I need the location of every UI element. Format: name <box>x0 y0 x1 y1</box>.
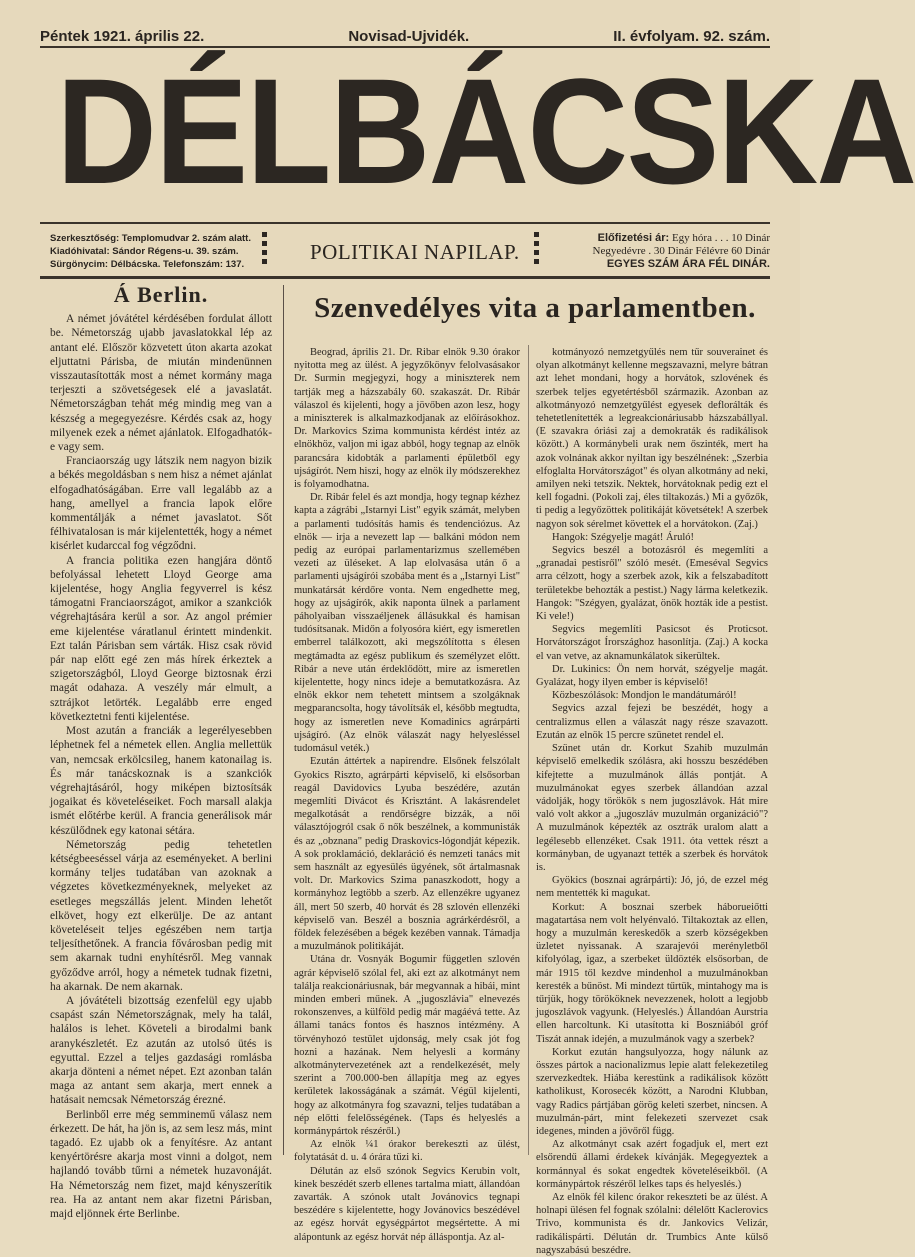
main-article-paragraph: Dr. Lukinics: Ön nem horvát, szégyelje magát. Gyalázat, hogy ilyen ember is képviselő! <box>536 663 768 689</box>
main-article-paragraph: Az elnök fél kilenc órakor rekeszteti be az ülést. A holnapi ülésen fel fognak szólalni: délelőtt Kaclerovics Trivo, kommunista és dr. Jankovics Velizár, radikálispárti. Délután dr. Trumbics Ante külső nagyszabású beszédre. <box>536 1192 768 1256</box>
left-article-paragraph: Berlinből erre még semminemű válasz nem érkezett. De hát, ha jön is, az sem lesz más, mint tagadó. Ez ujabb ok a fenyítésre. Az antant kenyértörésre akarja most vinni a dolgot, nem hajlandó tovább tűrni a németek huzavonáját. Ha Németország nem fizet, majd kényszerítik rea. Ha az antant nem akar fizetni Párisban, majd eljönnek érte Berlinbe. <box>50 1108 272 1220</box>
main-article-paragraph: Utána dr. Vosnyák Bogumir független szlovén agrár képviselő szólal fel, aki ezt az alkotmányt nem találja reakcionáriusnak, bár megvannak a hibái, mint minden emberi műnek. A „jugoszlávia" elnevezés rokonszenves, a külföld pedig már magáévá tette. Az állami tanács fontos és hasznos intézmény. A törvényhozó testület ujdonság, mely csak jót fog hozni a hazának. Nem helyesli a kormány alkotmánytervezetének azt a rendelkezését, mely szerint a 700.000-ben állapítja meg az egyes kerületek lakosságának a számát. Végül kijelenti, hogy az alkotmányra fog szavazni, teljes tudatában a nép előtti felelősségének. (Taps és helyeslés a kormánypártok részéről.) <box>294 954 520 1137</box>
main-article-paragraph: Hangok: Szégyelje magát! Áruló! <box>552 531 694 543</box>
main-article-paragraph: Az elnök ¼1 órakor berekeszti az ülést, folytatását d. u. 4 órára tűzi ki. <box>294 1139 520 1164</box>
main-article-paragraph: Az alkotmányt csak azért fogadjuk el, mert ezt elsőrendű állami érdekek kívánják. Megegyeztek a kormánnyal és sokat engedtek követeléseikből. (A kormánypártok részéről lelkes taps és helyeslés.) <box>536 1139 768 1190</box>
single-copy-price: EGYES SZÁM ÁRA FÉL DINÁR. <box>606 258 770 270</box>
left-article-paragraph: A német jóvátétel kérdésében fordulat állott be. Németország ujabb javaslatokkal lép az antant elé. Először közvetett úton akarta azokat eljuttatni Párisba, de miután mindenünnen visszautasították most a német kormány maga terjeszti a szövetségesek elé a javaslatát. Németországban tehát még mindig meg van a készség a megegyezésre. Kérdés csak az, hogy milyenek ezek a német ajánlatok. Elfogadhatók-e vagy sem. <box>50 313 272 454</box>
main-article-paragraph: Délután az első szónok Segvics Kerubin volt, kinek beszédét szerb ellenes tartalma miatt, állandóan zavarták. A szónok utalt Jovánovics tegnapi beszédére s kijelentette, hogy Jovánovics beszédével az egész horvát egységpártot megsértette. A mi alápontunk az egész horvát nép álláspontja. Az al- <box>294 1165 520 1243</box>
left-article-paragraph: A francia politika ezen hangjára döntő befolyással lehetett Lloyd George ama kijelentése, hogy Anglia fegyverrel is kész támogatni Franciaországot, amikor a szankciók végrehajtására kerül a sor. Az angol prémier eme kijelentése váratlanul érintett mindenkit. Ezt talán Párisban sem várták. Hisz csak rövid pár nap előtt egé zen más hírek érkeztek a szigetországból, Lloyd George biztosnak érzi magát odahaza. A veszély már elmult, a sztrájkot letörték. Legalább erre enged következtetni fenti kijelentése. <box>50 554 272 723</box>
main-article-paragraph: Segvics beszél a botozásról és megemlíti a „granadai pestisről" szóló mesét. (Emeséval Segvics arra célzott, hogy a szerbek azok, kik a felszabadított területekbe behozták a pestist.) Nagy lárma keletkezik. Hangok: "Szégyen, gyalázat, önök hozták ide a pestist. Ki vele!) <box>536 545 768 623</box>
info-bar <box>50 232 770 274</box>
left-article-headline: Á Berlin. <box>113 282 209 307</box>
dateline <box>40 28 770 45</box>
paper-subtitle: POLITIKAI NAPILAP. <box>310 240 520 264</box>
left-article-paragraph: Németország pedig tehetetlen kétségbeeséssel várja az eseményeket. A berlini kormány teljes tudatában van azoknak a végzetes következményeknek, melyeket az esetleges megszállás jelent. Minden lehetőt elkövet, hogy ezt elkerülje. De az antant követeléseit teljes egészében nem tartja teljesíthetőnek. A francia fővárosban pedig mit sem akarnak tudni enyhítésről. Meg vannak győződve arról, hogy a németek tudnak fizetni, ha akarnak. De nem akarnak. <box>50 838 272 993</box>
masthead-rule <box>40 222 770 224</box>
issue-date: Péntek 1921. április 22. <box>40 28 205 45</box>
column-divider <box>283 285 284 1155</box>
main-article-col1 <box>294 346 520 1243</box>
main-article-paragraph: Segvics azzal fejezi be beszédét, hogy a centralizmus ellen a válaszát nagy része szavazott. Ezután az elnök 15 percre szünetet rendel el. <box>536 703 768 741</box>
editorial-office: Szerkesztőség: Templomudvar 2. szám alatt. <box>50 233 251 244</box>
main-article-paragraph: Szünet után dr. Korkut Szahib muzulmán képviselő emelkedik szólásra, aki hosszu beszédében kifejtette a muzulmánok állás pontját. A muzulmánokat egyes szerbek állandóan azzal vádolják, hogy törökök s nem jugoszlávok. Hát mire való volt akkor a „jugoszláv muzulmán organizáció"? A muzulmánok képezték az osztrák uralom alatt a legélesebb ellenzéket. Csak 1911. óta vettek részt a kormányban, de ugyanazt tették a szerbek és horvátok is. <box>536 743 768 873</box>
issue-volume: II. évfolyam. 92. szám. <box>613 28 770 45</box>
ornament-blocks-right <box>534 232 540 268</box>
subscription-label: Előfizetési ár: <box>597 232 670 244</box>
left-article-paragraph: Franciaország ugy látszik nem nagyon bizik a békés megoldásban s nem hisz a német ajánlat elfogadhatóságában. Erre vall legalább az a hang, amellyel a francia lapok előre kommentálják a német javaslatot. Sőt félhivatalosan is már kijelentették, hogy a német kisérlet kudarccal fog végződni. <box>50 455 272 553</box>
main-article-paragraph: Gyökics (bosznai agrárpárti): Jó, jó, de ezzel még nem mentették ki magukat. <box>536 875 768 900</box>
telegram-address: Sürgönycim: Délbácska. Telefonszám: 137. <box>50 259 245 270</box>
main-article-paragraph: Ezután áttértek a napirendre. Elsőnek felszólalt Gyokics Riszto, agrárpárti képviselő, ki elsősorban reagál Davidovics Lyuba beszédére, azután megemlíti Divácot és Krisztánt. A lakásrendelet megalkotását a rendőrségre bizzák, a női választójogról csak ő nők beszélnek, a kommunisták és az „obznana" pedig Draskovics-lógondját képezik. A sok proklamáció, deklaráció és nemzeti tanács mit sem használt az egyesülés ügyének, sőt ártalmasnak volt. Dr. Markovics Szima panaszkodott, hogy a kormányhoz legtöbb a szerb. Az ellenzékre ugyanez áll, mert 50 szerb, 40 horvát és 28 szlovén ellenzéki képviselő van. Beszél a bosznia agrárkérdésről, a földek felezésében a bégek kezében vannak. Támadja a muzulmánok politikáját. <box>294 756 520 953</box>
issue-city: Novisad-Ujvidék. <box>348 28 470 45</box>
left-article <box>50 282 272 1220</box>
subscription-info <box>593 232 770 271</box>
main-article-paragraph: kotmányozó nemzetgyűlés nem tűr souverainet és olyan alkotmányt kellenne megszavazni, melyre bátran azt lehet mondani, hogy a horvátok, szlovének és szerbek teljes egyetértésből származik. Azonban az alkotmányozó nemzetgyűlést egyesek deflorálták és tehetetlenítették a legreakcionáriusabb házszabállyal. (E szavakra óriási zaj a demokraták és radikálisok között.) A kormánybeli urak nem őszinték, mert ha azok volnának akkor nyiltan igy beszélnének: „Szerbia elfoglalta Horvátországot" és olyan alkotmány ad neki, amilyen neki tetszik. Nektek, horvátoknak pedig ezt el kell fogadni. (Pokoli zaj, éles tiltakozás.) Mi a győzők, ti pedig a legyőzöttek politikáját követsétek! A szerbek nagyon sok sérelmet követtek el a horvátokon. (Zaj.) <box>536 347 768 530</box>
contact-info <box>50 232 251 271</box>
publisher-office: Kiadóhivatal: Sándor Régens-u. 39. szám. <box>50 246 239 257</box>
inner-column-divider <box>528 345 529 1155</box>
left-article-paragraph: Most azután a franciák a legerélyesebben léphetnek fel a németek ellen. Anglia mellettük van, nemcsak erkölcsileg, hanem katonailag is. És már tanácskoznak is a szankciók végrehajtásáról, hogy miképen biztosítsák jogaikat és követeléseiket. Foch marsall alakja ismét előtérbe kerül. A francia generálisok már készülődnek egy katonai sétára. <box>50 725 272 837</box>
main-article-paragraph: Korkut: A bosznai szerbek háborueiőtti magatartása nem volt helyénvaló. Tiltakoztak az ellen, hogy a muzulmán kereskedők a szerb községekben üzletet nyissanak. A szarajevói merényletből kifolyólag, igaz, a szerbeket üldözték elsősorban, de már 1915 től kezdve mindenhol a muzulmánokban keresték a bűnöst. Mi mindezt tűrtük, mintahogy ma is tűrjük, hogy törököknek nevezzenek, holott a legjobb jugoszlávok vagyunk. (Helyeslés.) Állandóan Aurstria ellen harcoltunk. Ki utasította ki Boszniából gróf Tiszát annak idején, a muzulmánok vagy a szerbek? <box>536 901 768 1045</box>
ornament-blocks-left <box>262 232 268 268</box>
main-article-paragraph: Közbeszólások: Mondjon le mandátumáról! <box>552 690 737 702</box>
main-article-paragraph: Dr. Ribár felel és azt mondja, hogy tegnap kézhez kapta a zágrábi „Istarnyi List" egyik számát, melyben a parlamenti tudósítás hamis és tendenciózus. Az elnök — irja a nevezett lap — balkáni módon nem pedig az európai parlamentarizmus szellemében vezeti az üléseket. A lap elolvasása után ő a parlamenti ujságírói szobába ment és a „Istarnyi List" munkatársát kérdőre vonta. Nem engedhette meg, hogy az ujságírók, akik naponta ülnek a parlament páholyaiban visszaéljenek állásukkal és hamisan tudósítsanak. Midőn a folyosóra kiért, egy ismeretlen emberrel találkozott, aki megszólította s élesen megtámadta az egész publikum és személyzet előtt. Ribár a neve után érdeklődött, mire az ismeretlen kijelentette, hogy nincs ideje a bemutatkozásra. Az elnök ekkor nem tehetett mintsem a szolgáknak megparancsolta, hogy távolítsák el, később megtudta, hogy az ismeretlen neve Komadinics agrárpárti ujságíró. (Az elnök válaszát nagy helyesléssel tudomásul veték.) <box>294 492 520 755</box>
main-article-paragraph: Beograd, április 21. Dr. Ribar elnök 9.30 órakor nyitotta meg az ülést. A jegyzőkönyv felolvasásakor Dr. Surmin megjegyzi, hogy a miniszterek nem tartják meg a házszabály 60. szakaszát. Dr. Ribár válaszol és kijelenti, hogy a jövőben azon lesz, hogy a miniszterek is alkalmazkodjanak az előírásokhoz. Dr. Markovics Szima kommunista kérdést intéz az elnökhöz, valjon mi igaz abból, hogy tegnap az elnök parancsára kidobták a parlamenti épületből egy ujságírót. Nem hiszi, hogy az elnök ily módszerekhez is folyamodhatna. <box>294 347 520 491</box>
main-article-headline: Szenvedélyes vita a parlamentben. <box>314 292 756 324</box>
main-article-paragraph: Korkut ezután hangsulyozza, hogy nálunk az összes pártok a nacionalizmus lepie alatt felekezetileg szervezkedtek. Hiába kerestünk a radikálisok között katholikust, Korosecék között, a Narodni Klubban, vagy Radics pártjában görög keleti szerbet, nincsen. A muzulmán-párt, mint felekezeti szervezet csak idegenes, minden a jövőről függ. <box>536 1046 768 1137</box>
left-article-paragraph: A jóvátételi bizottság ezenfelül egy ujabb csapást szán Németországnak, mely ha talál, halálos is lehet. Követeli a birodalmi bank aranykészletét. Ez azután az utolsó ütés is egyuttal. Ezzel a teljes gazdasági romlásba akarja dönteni a német népet. Ezt azonban talán maga az antant sem akarja, mert ennek a hatásait nemcsak Németország érezné. <box>50 994 272 1107</box>
masthead-title: DÉLBÁCSKA <box>56 47 915 215</box>
main-article-paragraph: Segvics megemlíti Pasicsot és Proticsot. Horvátországot Írországhoz hasonlítja. (Zaj.) A kocka el van vetve, az aknamunkálatok sikerültek. <box>536 624 768 662</box>
subscription-monthly: Egy hóra . . . 10 Dinár <box>671 232 770 244</box>
subscription-quarter: Negyedévre . 30 Dinár Félévre 60 Dinár <box>592 245 770 257</box>
header-bottom-rule <box>40 276 770 279</box>
main-article-col2 <box>536 346 768 1256</box>
